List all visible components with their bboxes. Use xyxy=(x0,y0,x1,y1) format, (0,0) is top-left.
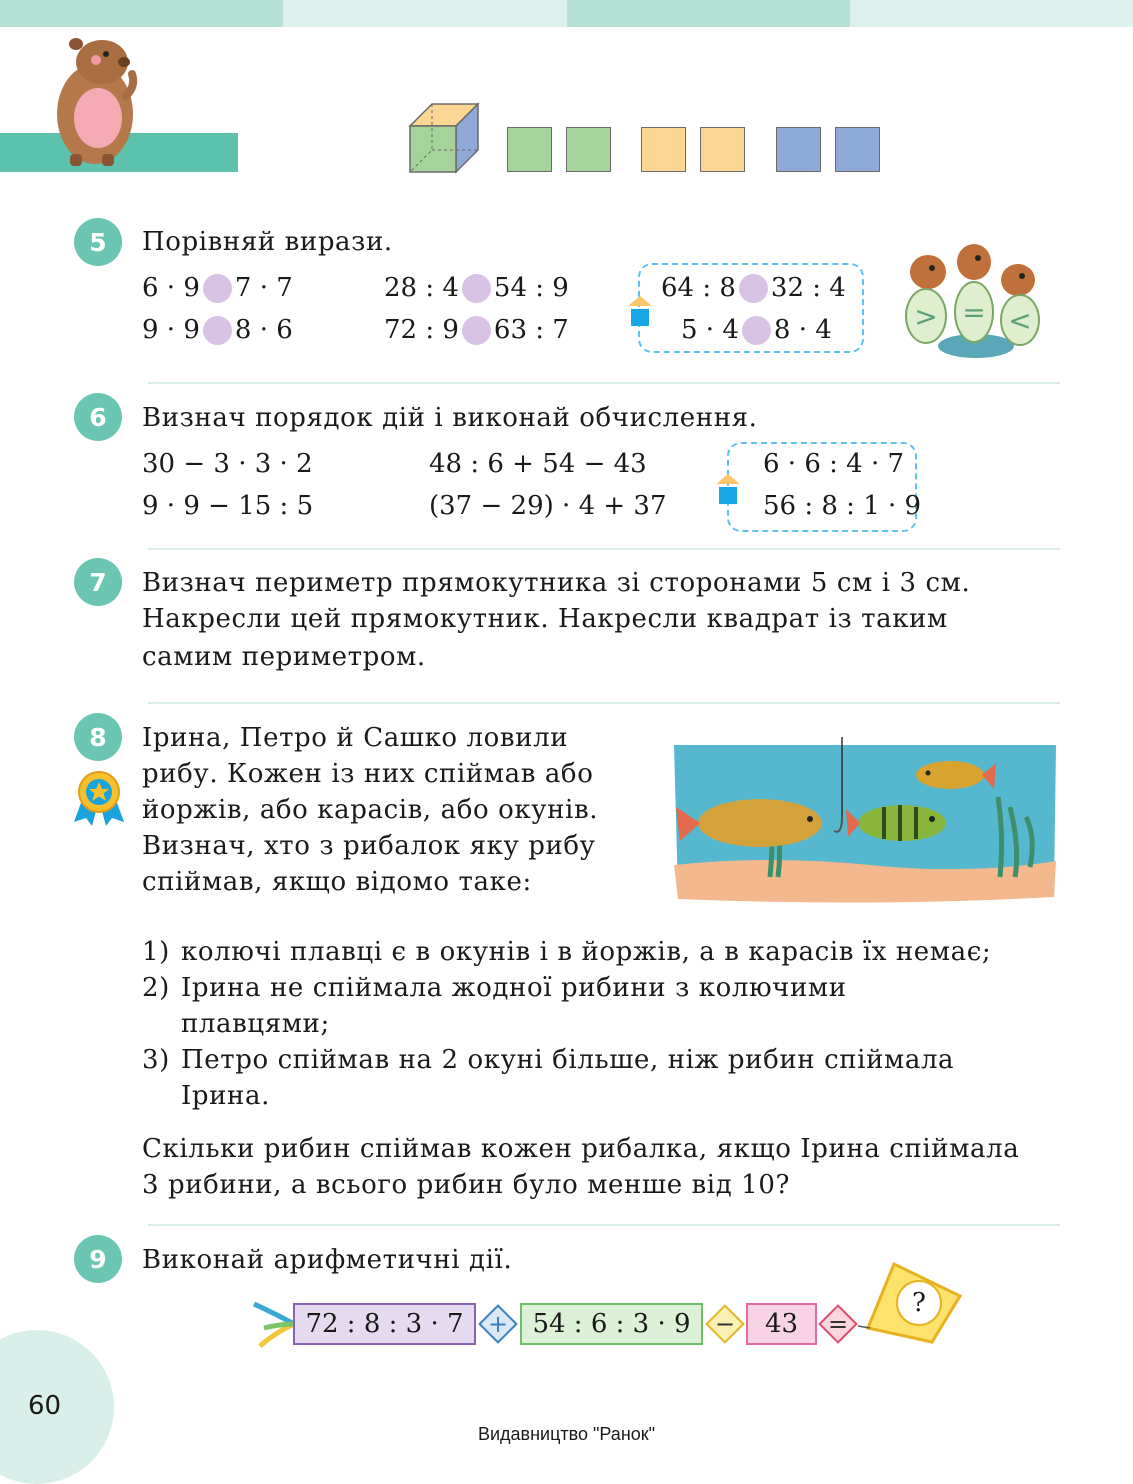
divider xyxy=(148,548,1060,550)
answer-circle[interactable] xyxy=(742,316,771,345)
top-stripe xyxy=(850,0,1133,27)
blue-square-icon xyxy=(835,127,880,172)
capybara-mascot-illustration xyxy=(40,36,150,168)
task-text-line: Визнач периметр прямокутника зі сторонами 5 см і 3 см. xyxy=(142,568,971,598)
expression: 28 : 4 xyxy=(384,273,459,303)
blue-square-icon xyxy=(776,127,821,172)
task-number-badge: 8 xyxy=(74,713,122,761)
task-text-line: спіймав, якщо відомо таке: xyxy=(142,867,532,897)
expression: 72 : 9 xyxy=(384,315,459,345)
minus-sign: − xyxy=(714,1310,736,1338)
comparison xyxy=(681,312,832,348)
condition-text: Ірина. xyxy=(181,1081,270,1111)
expression: 56 : 8 : 1 · 9 xyxy=(763,491,922,521)
house-level-icon xyxy=(714,472,742,506)
green-square-icon xyxy=(507,127,552,172)
medal-icon xyxy=(72,770,126,828)
expression: 8 · 4 xyxy=(773,315,832,345)
condition-number: 3) xyxy=(142,1045,170,1075)
comparison-signs-illustration xyxy=(902,242,1050,360)
expression: 32 : 4 xyxy=(770,273,846,303)
expression-chip: 54 : 6 : 3 · 9 xyxy=(520,1303,703,1345)
equals-sign: = xyxy=(827,1310,849,1338)
task-text-line: рибу. Кожен із них спіймав або xyxy=(142,759,594,789)
task-text-line: Визнач, хто з рибалок яку рибу xyxy=(142,831,596,861)
answer-circle[interactable] xyxy=(203,316,232,345)
condition-text: плавцями; xyxy=(181,1009,330,1039)
expression: 7 · 7 xyxy=(234,273,293,303)
cube-icon xyxy=(408,102,480,174)
task-text-line: Ірина, Петро й Сашко ловили xyxy=(142,723,569,753)
question-text: Скільки рибин спіймав кожен рибалка, якщо Ірина спіймала xyxy=(142,1134,1020,1164)
question-text: 3 рибини, а всього рибин було менше від 10? xyxy=(142,1170,791,1200)
expression: 6 · 6 : 4 · 7 xyxy=(763,449,905,479)
page-number: 60 xyxy=(28,1391,62,1421)
answer-circle[interactable] xyxy=(462,316,491,345)
plus-sign: + xyxy=(487,1310,509,1338)
comparison xyxy=(384,312,569,348)
divider xyxy=(148,1224,1060,1226)
expression-chip: 72 : 8 : 3 · 7 xyxy=(293,1303,476,1345)
fishing-illustration xyxy=(670,737,1060,905)
comparison xyxy=(142,270,293,306)
result-placeholder[interactable]: ? xyxy=(896,1280,942,1326)
comparison xyxy=(384,270,569,306)
condition-text: Ірина не спіймала жодної рибини з колючими xyxy=(181,973,847,1003)
task-text-line: Накресли цей прямокутник. Накресли квадрат із таким xyxy=(142,604,948,634)
expression: 63 : 7 xyxy=(493,315,569,345)
condition-number: 1) xyxy=(142,937,170,967)
answer-circle[interactable] xyxy=(203,274,232,303)
condition-text: колючі плавці є в окунів і в йоржів, а в карасів їх немає; xyxy=(181,937,992,967)
task-text-line: йоржів, або карасів, або окунів. xyxy=(142,795,599,825)
expression: 6 · 9 xyxy=(142,273,200,303)
yellow-square-icon xyxy=(700,127,745,172)
expression: 8 · 6 xyxy=(234,315,293,345)
task-number-badge: 9 xyxy=(74,1235,122,1283)
number-chip: 43 xyxy=(746,1303,817,1345)
task-title: Виконай арифметичні дії. xyxy=(142,1245,513,1275)
top-stripe xyxy=(567,0,850,27)
top-stripe xyxy=(0,0,283,27)
divider xyxy=(148,702,1060,704)
comparison xyxy=(142,312,293,348)
expression: 54 : 9 xyxy=(493,273,569,303)
expression: 30 − 3 · 3 · 2 xyxy=(142,449,313,479)
task-text-line: самим периметром. xyxy=(142,642,426,672)
yellow-square-icon xyxy=(641,127,686,172)
answer-circle[interactable] xyxy=(739,274,768,303)
divider xyxy=(148,382,1060,384)
task-title: Визнач порядок дій і виконай обчислення. xyxy=(142,403,758,433)
svg-text:=: = xyxy=(962,296,986,329)
expression: (37 − 29) · 4 + 37 xyxy=(429,491,667,521)
green-square-icon xyxy=(566,127,611,172)
answer-circle[interactable] xyxy=(462,274,491,303)
condition-number: 2) xyxy=(142,973,170,1003)
task-number-badge: 7 xyxy=(74,558,122,606)
comparison xyxy=(661,270,846,306)
task-title: Порівняй вирази. xyxy=(142,227,393,257)
svg-text:<: < xyxy=(1008,304,1032,337)
task-number-badge: 6 xyxy=(74,393,122,441)
expression: 48 : 6 + 54 − 43 xyxy=(429,449,647,479)
expression: 5 · 4 xyxy=(681,315,739,345)
task-number-badge: 5 xyxy=(74,218,122,266)
top-stripe xyxy=(283,0,566,27)
svg-text:>: > xyxy=(914,300,938,333)
expression: 9 · 9 − 15 : 5 xyxy=(142,491,314,521)
house-level-icon xyxy=(626,294,654,328)
condition-text: Петро спіймав на 2 окуні більше, ніж рибин спіймала xyxy=(181,1045,955,1075)
kite-tail-icon xyxy=(250,1302,296,1352)
publisher-footer: Видавництво "Ранок" xyxy=(477,1424,656,1444)
expression: 9 · 9 xyxy=(142,315,200,345)
expression: 64 : 8 xyxy=(661,273,736,303)
